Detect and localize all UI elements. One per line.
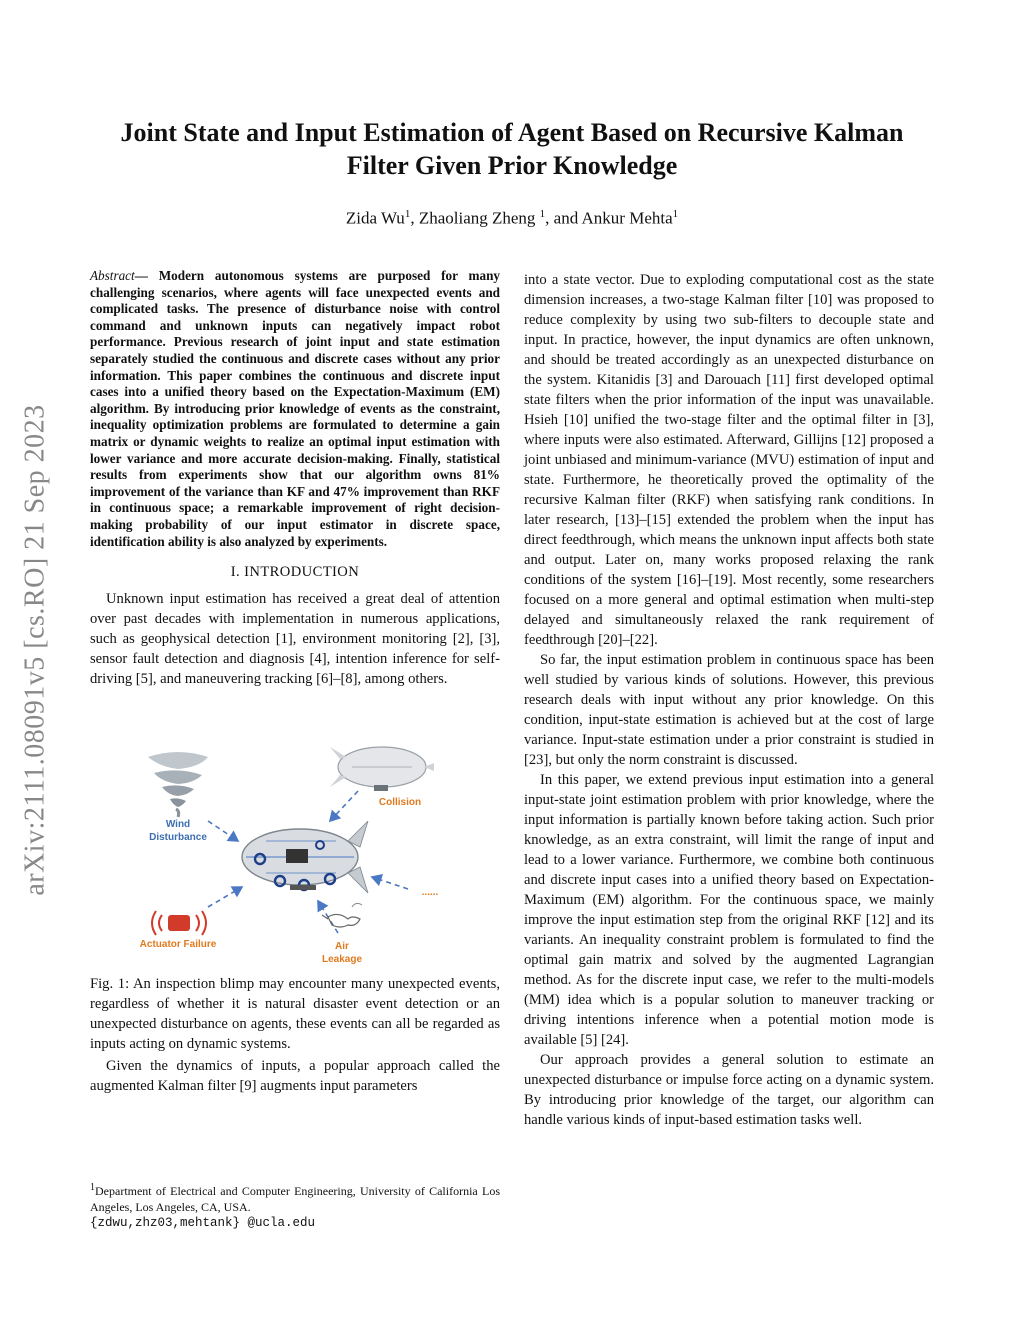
arrow-wind xyxy=(208,821,238,841)
author-3-affil: 1 xyxy=(672,208,679,220)
section-heading-introduction: I. INTRODUCTION xyxy=(230,564,360,581)
footnote-marker: 1 xyxy=(90,1182,95,1193)
left-column xyxy=(90,268,500,1096)
author-3: , and Ankur Mehta xyxy=(545,208,673,228)
arxiv-stamp xyxy=(6,350,66,950)
label-disturbance: Disturbance xyxy=(149,832,207,844)
label-collision: Collision xyxy=(378,797,422,809)
author-2: , Zhaoliang Zheng xyxy=(410,208,540,228)
label-more: ...... xyxy=(421,887,439,899)
author-2-affil: 1 xyxy=(539,208,546,220)
right-paragraph-3: In this paper, we extend previous input estimation into a general input-state joint estimation problem with prior knowledge, where the input information is partially known before taking action. Such prior knowledge, as an extra constraint, will limit the range of input and lead to a lower variance. Furthermore, we combine both continuous and discrete input cases into a unified theory based on Expectation-Maximum (EM) algorithm. For the continuous space, we mainly improve the input estimation step from the original RKF [12] and its variants. An inequality constraint problem is formulated to find the optimal gain matrix and solved by the augmented Lagrangian method. As for the discrete input case, we refer to the multi-models (MM) idea which is a popular solution to maneuver tracking or driving intentions inference when a potential motion mode is available [5] [24]. xyxy=(524,772,934,1048)
actuator-failure-icon xyxy=(152,911,206,935)
figure-1-illustration xyxy=(90,729,500,964)
arrow-collision xyxy=(330,791,358,821)
abstract-label: Abstract xyxy=(90,268,135,283)
arrow-other xyxy=(372,877,408,889)
abstract xyxy=(90,268,500,550)
footnote-text: Department of Electrical and Computer Engineering, University of California Los Angeles, Los Angeles, CA, USA. xyxy=(90,1184,500,1214)
label-wind: Wind xyxy=(165,819,191,831)
arrow-actuator xyxy=(208,887,242,907)
abstract-dash: — xyxy=(134,268,148,283)
figure-1-caption: Fig. 1: An inspection blimp may encounter many unexpected events, regardless of whether it is natural disaster event detection or an unexpected disturbance on agents, these events can all be regarded as inputs acting on dynamic systems. xyxy=(90,976,500,1053)
collision-blimp-icon xyxy=(330,747,434,791)
intro-paragraph-1: Unknown input estimation has received a great deal of attention over past decades with implementation in numerous applications, such as geophysical detection [1], environment monitoring [2], [3], sensor fault detection and diagnosis [4], intention inference for self-driving [5], and maneuvering tracking [6]–[8], among others. xyxy=(90,591,500,688)
arxiv-stamp-text: arXiv:2111.08091v5 [cs.RO] 21 Sep 2023 xyxy=(20,404,52,896)
label-air: Air xyxy=(335,941,349,953)
right-paragraph-2: So far, the input estimation problem in continuous space has been well studied by various kinds of solutions. However, this previous research deals with input without any prior knowledge. On this condition, input-state estimation is achieved but at the cost of large variance. Input-state estimation under a prior constraint is studied in [23], but only the norm constraint is discussed. xyxy=(524,652,934,768)
abstract-text: Modern autonomous systems are purposed for many challenging scenarios, where agents will face unexpected events and complicated tasks. The presence of disturbance noise with control command and unknown inputs can negatively impact robot performance. Previous research of joint input and state estimation separately studied the continuous and discrete cases without any prior information. This paper combines the continuous and discrete input cases into a unified theory based on the Expectation-Maximum (EM) algorithm. By introducing prior knowledge of events as the constraint, inequality optimization problems are formulated to determine a gain matrix or dynamic weights to realize an optimal input estimation with lower variance and more accurate decision-making. Finally, statistical results from experiments show that our algorithm owns 81% improvement of the variance than KF and 47% improvement than RKF in continuous space; a remarkable improvement of right decision-making probability of our input estimator in discrete space, identification ability is also analyzed by experiments. xyxy=(90,268,500,549)
inspection-blimp-icon xyxy=(242,821,368,893)
air-leakage-icon xyxy=(322,903,362,927)
tornado-icon xyxy=(148,752,208,817)
author-1: Zida Wu xyxy=(345,208,405,228)
label-leakage: Leakage xyxy=(321,954,363,965)
right-paragraph-1: into a state vector. Due to exploding computational cost as the state dimension increases, a two-stage Kalman filter [10] was proposed to reduce complexity by using two sub-filters to decouple state and input. In practice, however, the input dynamics are often unknown, and should be treated accordingly as an unexpected disturbance on the system. Kitanidis [3] and Darouach [11] first developed optimal state filters when the prior information of the input was unavailable. Hsieh [10] unified the two-stage filter and the optimal filter in [3], where inputs were also estimated. Afterward, Gillijns [12] proposed a joint unbiased and minimum-variance (MVU) estimation of input and state. Furthermore, he theoretically proved the optimality of the recursive Kalman filter (RKF) when satisfying rank conditions. In later research, [13]–[15] extended the problem when the input has direct feedthrough, which means the unknown input affects both state and output. Later on, many works proposed relaxing the rank conditions of the system [16]–[19]. Most recently, some researchers focused on a more general and optimal estimation when multi-step delayed and simultaneously relaxed the rank requirement of feedthrough [20]–[22]. xyxy=(524,272,934,648)
right-paragraph-4: Our approach provides a general solution to estimate an unexpected disturbance or impulse force acting on a dynamic system. By introducing prior knowledge of the target, our algorithm can handle various kinds of input-based estimation tasks well. xyxy=(524,1052,934,1128)
intro-paragraph-2: Given the dynamics of inputs, a popular approach called the augmented Kalman filter [9] augments input parameters xyxy=(90,1058,500,1095)
affiliation-footnote xyxy=(90,1180,500,1232)
footnote-emails: {zdwu,zhz03,mehtank} @ucla.edu xyxy=(90,1216,316,1230)
right-column xyxy=(524,270,934,1130)
figure-1 xyxy=(90,729,500,964)
label-actuator-failure: Actuator Failure xyxy=(139,939,217,951)
author-line xyxy=(90,208,934,229)
author-1-affil: 1 xyxy=(404,208,411,220)
paper-title: Joint State and Input Estimation of Agent Based on Recursive Kalman Filter Given Prior Knowledge xyxy=(120,118,904,180)
